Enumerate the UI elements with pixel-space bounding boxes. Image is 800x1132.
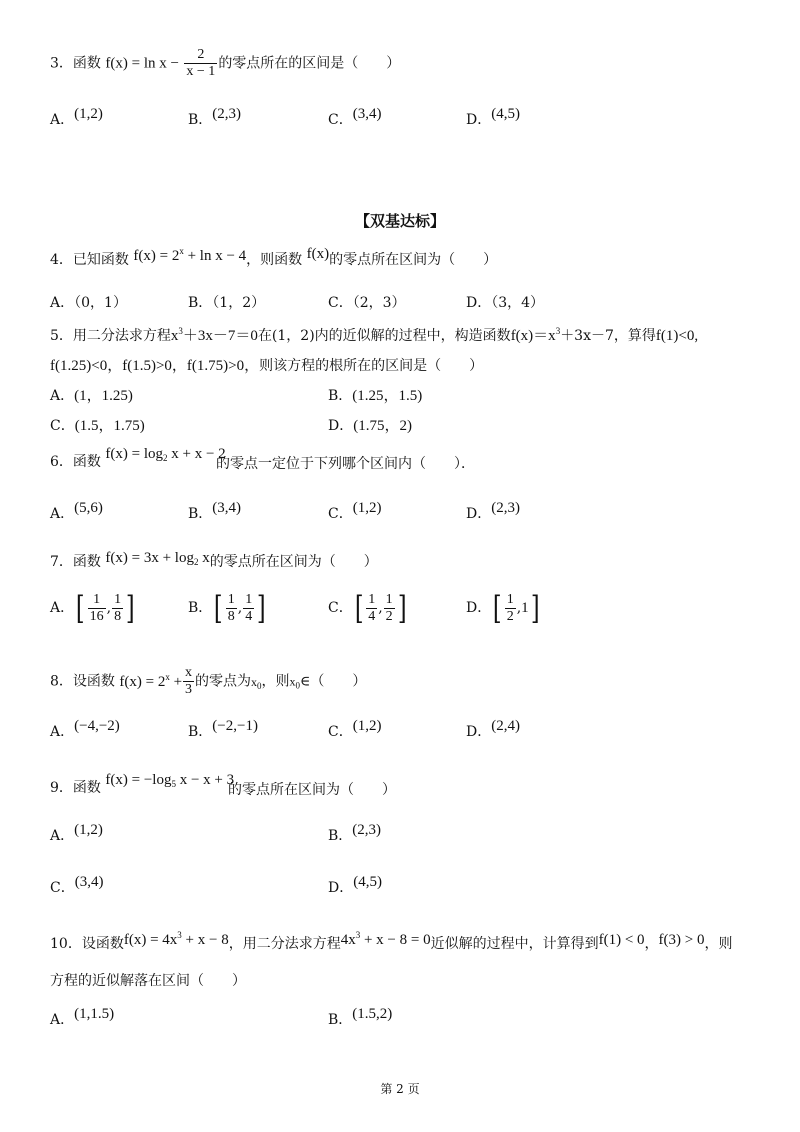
q4-option-a[interactable]: A．（0，1） [50,295,127,311]
q6-function: $f(x) = \log_2 x + x - 2$ [105,446,226,463]
q4-suffix: 的零点所在区间为（ ） [329,252,498,268]
q3-option-c[interactable]: C．(3,4) [328,106,382,128]
q9-function: $f(x) = -\log_5$ x − x + 3 [105,772,235,789]
q6-suffix: 的零点一定位于下列哪个区间内（ ）． [216,456,475,472]
q7-option-c[interactable]: C．[ $\frac{1}{4}$ , $\frac{1}{2}$ ] [328,589,407,627]
q4-option-c[interactable]: C．（2，3） [328,295,406,311]
q9-option-a[interactable]: A．(1,2) [50,822,103,844]
q9-option-d[interactable]: D．(4,5) [328,874,382,896]
q4-prefix: 已知函数 [72,252,129,268]
q3-suffix: 的零点所在的区间是（ ） [218,55,401,72]
q6-option-d[interactable]: D．(2,3) [466,500,520,522]
q4-mid: ，则函数 [246,252,303,268]
q3-function: f(x) = ln x − [105,55,179,72]
question-4 [50,246,497,269]
question-8: 8．设函数 $f(x) = 2^x$ + $\frac{x}{3}$ 的零点为$x_0$，则$x_0\in$（ ） [50,665,367,697]
q9-suffix: 的零点所在区间为（ ） [228,782,396,798]
question-3 [50,48,400,79]
section-title: 【双基达标】 [354,212,445,230]
q8-option-a[interactable]: A．(−4,−2) [50,718,120,740]
q6-option-b[interactable]: B．(3,4) [188,500,242,522]
question-6: 6．函数 $f(x) = \log_2 x + x - 2$ [50,446,226,470]
question-10-line2: 方程的近似解落在区间（ ） [50,973,246,989]
q4-option-b[interactable]: B．（1，2） [188,295,266,311]
q10-option-b[interactable]: B．(1.5,2) [328,1006,393,1028]
q7-option-a[interactable]: A．[ $\frac{1}{16}$ , $\frac{1}{8}$ ] [50,589,135,627]
q5-option-b[interactable]: B．(1.25，1.5) [328,388,423,404]
q10-option-a[interactable]: A．(1,1.5) [50,1006,115,1028]
q8-option-b[interactable]: B．(−2,−1) [188,718,258,740]
q4-number: 4． [50,252,73,268]
q4-function: $f(x) = 2^x + \ln x - 4$ [133,246,247,264]
q3-prefix: 函数 [72,55,101,72]
q5-option-d[interactable]: D．(1.75，2) [328,418,412,434]
q3-fraction [184,48,217,79]
q3-option-d[interactable]: D．(4,5) [466,106,520,128]
q6-option-a[interactable]: A．(5,6) [50,500,103,522]
q8-option-c[interactable]: C．(1,2) [328,718,382,740]
q4-option-d[interactable]: D．（3，4） [466,295,545,311]
question-5-line1: 5．用二分法求方程$x^3+3x-7=0$在(1，2)内的近似解的过程中，构造函数$f(x)=x^3+3x-7$，算得f(1)<0, [50,326,699,344]
q9-option-c[interactable]: C．(3,4) [50,874,104,896]
q9-option-b[interactable]: B．(2,3) [328,822,382,844]
q5-option-c[interactable]: C．(1.5，1.75) [50,418,145,434]
question-5-line2: f(1.25)<0，f(1.5)>0，f(1.75)>0，则该方程的根所在的区间是（ ） [50,358,484,374]
q7-function: $f(x) = 3x + \log_2 x$ [105,550,210,567]
q3-frac-den: x − 1 [186,64,216,79]
q3-number: 3． [50,55,73,72]
question-10-line1: 10．设函数$f(x) = 4x^3 + x - 8$，用二分法求方程$4x^3 + x - 8 = 0$近似解的过程中，计算得到f(1) < 0，f(3) > 0，则 [50,930,733,952]
q3-frac-num: 2 [184,48,217,64]
q7-option-d[interactable]: D．[ $\frac{1}{2}$ ,1] [466,589,540,627]
q7-option-b[interactable]: B．[ $\frac{1}{8}$ , $\frac{1}{4}$ ] [188,589,266,627]
q8-function: $f(x) = 2^x$ + [119,671,183,690]
q5-option-a[interactable]: A．(1，1.25) [50,388,133,404]
q3-option-b[interactable]: B．(2,3) [188,106,242,128]
question-7: 7．函数 $f(x) = 3x + \log_2 x$的零点所在区间为（ ） [50,550,378,570]
q8-option-d[interactable]: D．(2,4) [466,718,520,740]
q3-option-a[interactable]: A．(1,2) [50,106,103,128]
q8-fraction: $\frac{x}{3}$ [185,665,193,697]
question-9: 9．函数 $f(x) = -\log_5$ x − x + 3 [50,772,235,796]
page-footer: 第 2 页 [380,1082,420,1096]
q6-option-c[interactable]: C．(1,2) [328,500,382,522]
q4-function-ref: f(x) [306,246,330,262]
